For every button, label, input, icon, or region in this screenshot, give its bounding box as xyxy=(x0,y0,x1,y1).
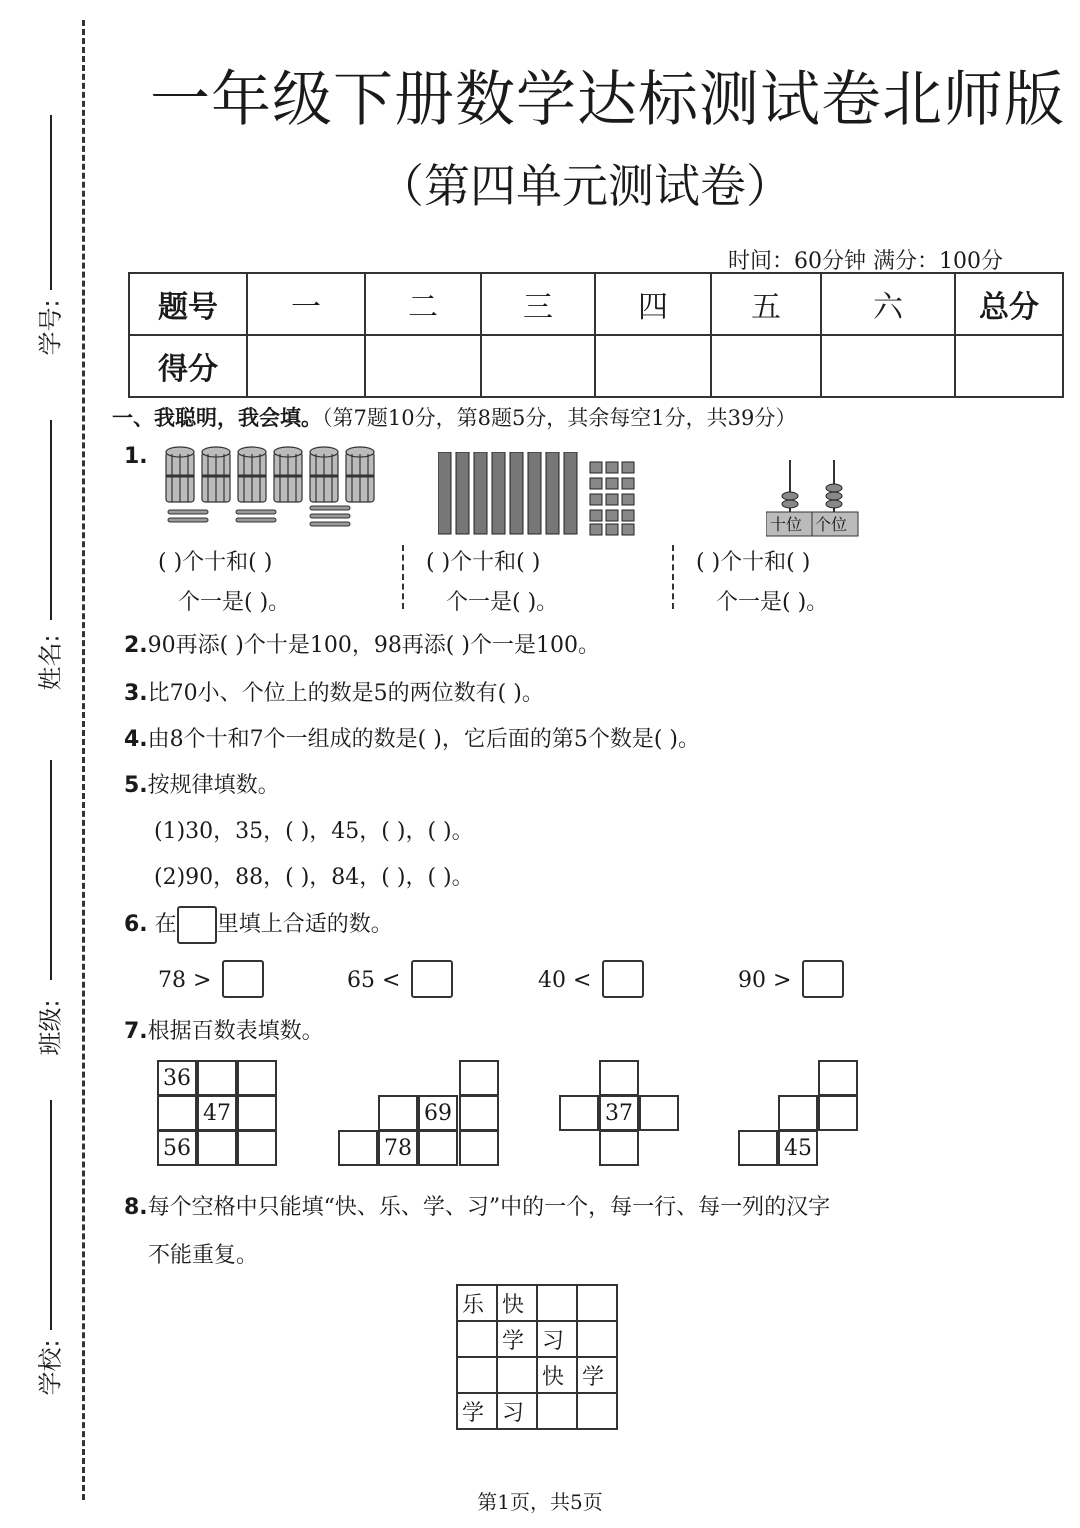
q6-pre: 在 xyxy=(154,912,177,937)
question-7 xyxy=(124,1014,324,1045)
score-table xyxy=(128,272,1064,398)
score-header-cell: 三 xyxy=(481,273,595,335)
sudoku-cell: 学 xyxy=(577,1357,617,1393)
grid-cell[interactable] xyxy=(237,1130,277,1166)
score-row-label: 得分 xyxy=(129,335,247,397)
grid-cell[interactable] xyxy=(639,1095,679,1131)
stick-bundles-illustration xyxy=(160,446,390,528)
score-input-cell[interactable] xyxy=(247,335,365,397)
sudoku-cell[interactable] xyxy=(497,1357,537,1393)
score-header-cell: 总分 xyxy=(955,273,1063,335)
score-header-cell: 六 xyxy=(821,273,955,335)
q1-separator xyxy=(672,545,674,609)
q2-text: 90再添( )个十是100，98再添( )个一是100。 xyxy=(147,633,600,658)
q6-answer-box[interactable] xyxy=(222,960,264,998)
sudoku-cell: 乐 xyxy=(457,1285,497,1321)
q4-number: 4. xyxy=(124,727,148,752)
score-header-cell: 四 xyxy=(595,273,711,335)
q6-item-2: 65 < xyxy=(347,968,401,993)
class-line xyxy=(50,760,52,980)
sudoku-cell: 快 xyxy=(497,1285,537,1321)
q5-number: 5. xyxy=(124,773,148,798)
grid-cell[interactable] xyxy=(559,1095,599,1131)
school-label: 学校: xyxy=(36,1339,65,1396)
q6-item-3: 40 < xyxy=(538,968,592,993)
binding-dashed-line xyxy=(82,20,85,1500)
sudoku-cell: 快 xyxy=(537,1357,577,1393)
q1b-line1: ( )个十和( ) xyxy=(426,550,541,575)
abacus-ones-label: 个位 xyxy=(815,515,848,534)
score-input-cell[interactable] xyxy=(955,335,1063,397)
score-header-cell: 题号 xyxy=(129,273,247,335)
sudoku-grid xyxy=(456,1284,618,1430)
q7-text: 根据百数表填数。 xyxy=(147,1019,324,1044)
answer-box xyxy=(177,906,217,944)
sudoku-cell[interactable] xyxy=(577,1393,617,1429)
q6-number: 6. xyxy=(124,912,148,937)
question-6 xyxy=(124,906,393,944)
q3-text: 比70小、个位上的数是5的两位数有( )。 xyxy=(147,681,544,706)
sudoku-cell[interactable] xyxy=(577,1321,617,1357)
section-title: 一、我聪明，我会填。 xyxy=(112,406,322,430)
sudoku-cell[interactable] xyxy=(537,1393,577,1429)
grid-cell[interactable] xyxy=(599,1130,639,1166)
grid-cell[interactable] xyxy=(418,1130,458,1166)
question-4 xyxy=(124,722,700,753)
q1a-line1: ( )个十和( ) xyxy=(158,550,273,575)
grid-cell[interactable] xyxy=(237,1060,277,1096)
grid-cell[interactable] xyxy=(197,1130,237,1166)
student-id-line xyxy=(50,115,52,290)
section-note: （第7题10分，第8题5分，其余每空1分，共39分） xyxy=(322,406,797,430)
grid-cell: 36 xyxy=(157,1060,197,1096)
q3-number: 3. xyxy=(124,681,148,706)
score-input-cell[interactable] xyxy=(595,335,711,397)
grid-cell: 56 xyxy=(157,1130,197,1166)
sudoku-cell: 习 xyxy=(537,1321,577,1357)
sudoku-cell[interactable] xyxy=(457,1357,497,1393)
q5-sub1: (1)30，35，( )，45，( )，( )。 xyxy=(154,819,474,844)
grid-cell[interactable] xyxy=(157,1095,197,1131)
grid-cell[interactable] xyxy=(818,1095,858,1131)
question-2 xyxy=(124,628,600,659)
grid-cell[interactable] xyxy=(778,1095,818,1131)
sudoku-cell: 学 xyxy=(497,1321,537,1357)
abacus-tens-label: 十位 xyxy=(770,515,803,534)
q7-number: 7. xyxy=(124,1019,148,1044)
sudoku-cell[interactable] xyxy=(537,1285,577,1321)
grid-cell: 47 xyxy=(197,1095,237,1131)
section-heading xyxy=(112,402,796,432)
q1c-line2: 个一是( )。 xyxy=(716,590,829,615)
q8-line2: 不能重复。 xyxy=(148,1243,259,1268)
sudoku-cell: 学 xyxy=(457,1393,497,1429)
grid-cell[interactable] xyxy=(459,1130,499,1166)
q2-number: 2. xyxy=(124,633,148,658)
time-score-info: 时间：60分钟 满分：100分 xyxy=(728,249,1003,274)
sudoku-cell: 习 xyxy=(497,1393,537,1429)
grid-cell[interactable] xyxy=(237,1095,277,1131)
grid-cell: 78 xyxy=(378,1130,418,1166)
q5-text: 按规律填数。 xyxy=(147,773,280,798)
q1a-line2: 个一是( )。 xyxy=(178,590,291,615)
grid-cell[interactable] xyxy=(818,1060,858,1096)
q6-item-1: 78 > xyxy=(158,968,212,993)
q1c-line1: ( )个十和( ) xyxy=(696,550,811,575)
score-input-cell[interactable] xyxy=(821,335,955,397)
score-header-cell: 一 xyxy=(247,273,365,335)
grid-cell[interactable] xyxy=(378,1095,418,1131)
q6-post: 里填上合适的数。 xyxy=(216,912,393,937)
grid-cell: 69 xyxy=(418,1095,458,1131)
name-label: 姓名: xyxy=(36,634,65,691)
grid-cell[interactable] xyxy=(338,1130,378,1166)
grid-cell[interactable] xyxy=(459,1095,499,1131)
q8-number: 8. xyxy=(124,1195,148,1220)
sudoku-cell[interactable] xyxy=(457,1321,497,1357)
page-subtitle: （第四单元测试卷） xyxy=(378,159,792,213)
q6-answer-box[interactable] xyxy=(802,960,844,998)
q8-line1: 每个空格中只能填“快、乐、学、习”中的一个，每一行、每一列的汉字 xyxy=(147,1195,831,1220)
score-header-cell: 五 xyxy=(711,273,821,335)
grid-cell: 45 xyxy=(778,1130,818,1166)
q6-answer-box[interactable] xyxy=(602,960,644,998)
question-5 xyxy=(124,768,280,799)
q5-sub2: (2)90，88，( )，84，( )，( )。 xyxy=(154,865,474,890)
abacus-illustration xyxy=(766,458,860,538)
question-8 xyxy=(124,1190,830,1221)
name-line xyxy=(50,420,52,620)
score-input-cell[interactable] xyxy=(365,335,481,397)
score-input-cell[interactable] xyxy=(711,335,821,397)
class-label: 班级: xyxy=(36,999,65,1056)
school-line xyxy=(50,1100,52,1330)
student-id-label: 学号: xyxy=(36,299,65,356)
page-footer: 第1页，共5页 xyxy=(477,1490,603,1514)
sudoku-cell[interactable] xyxy=(577,1285,617,1321)
grid-cell[interactable] xyxy=(599,1060,639,1096)
q6-item-4: 90 > xyxy=(738,968,792,993)
score-header-cell: 二 xyxy=(365,273,481,335)
base-ten-blocks-illustration xyxy=(438,452,650,536)
q4-text: 由8个十和7个一组成的数是( )，它后面的第5个数是( )。 xyxy=(147,727,700,752)
q1-separator xyxy=(402,545,404,609)
grid-cell: 37 xyxy=(599,1095,639,1131)
q6-answer-box[interactable] xyxy=(411,960,453,998)
grid-cell[interactable] xyxy=(197,1060,237,1096)
grid-cell[interactable] xyxy=(738,1130,778,1166)
page-title: 一年级下册数学达标测试卷北师版 xyxy=(150,65,1065,135)
score-input-cell[interactable] xyxy=(481,335,595,397)
q1-number: 1. xyxy=(124,444,148,469)
grid-cell[interactable] xyxy=(459,1060,499,1096)
q1b-line2: 个一是( )。 xyxy=(446,590,559,615)
question-3 xyxy=(124,676,544,707)
